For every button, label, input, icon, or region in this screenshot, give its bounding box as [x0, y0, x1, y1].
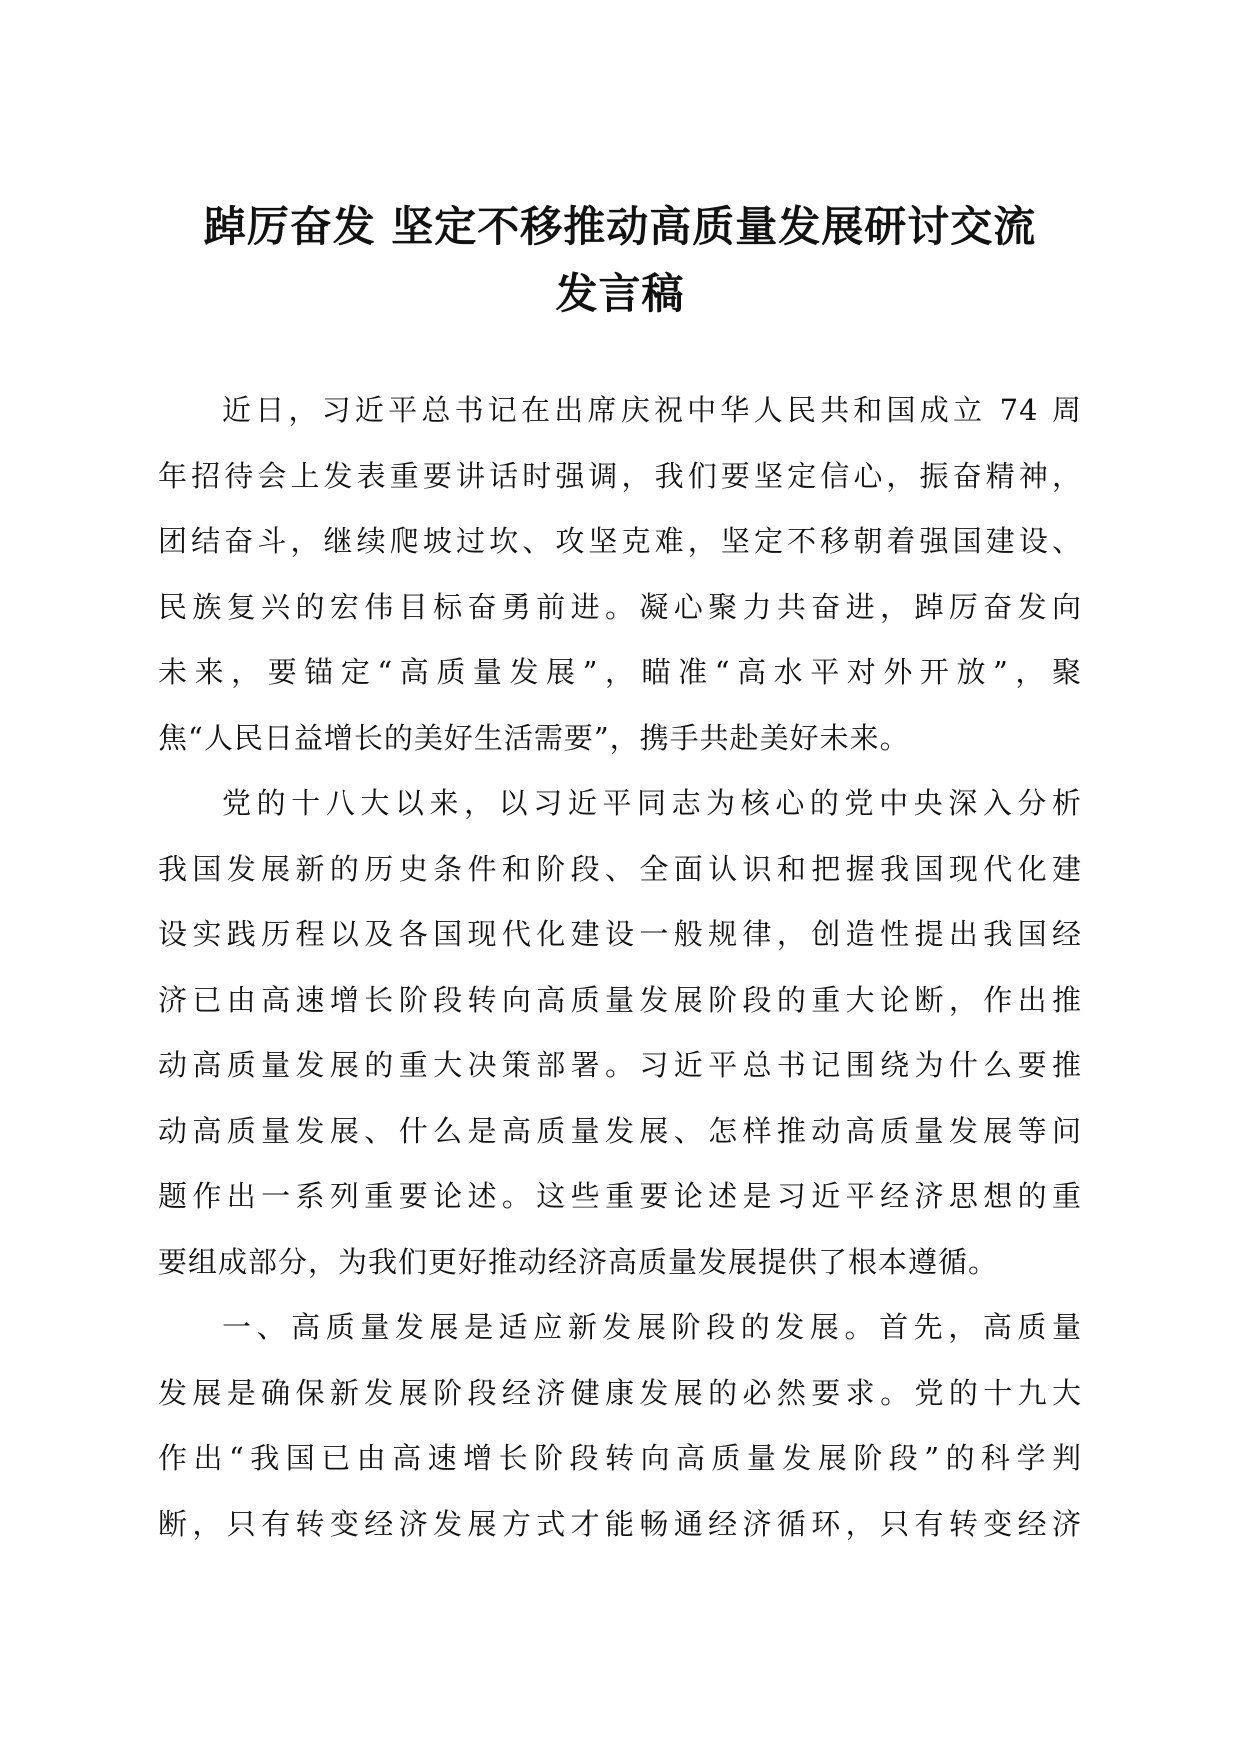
paragraph-line: 发展是确保新发展阶段经济健康发展的必然要求。党的十九大: [158, 1375, 1082, 1410]
paragraph-line: 党的十八大以来，以习近平同志为核心的党中央深入分析: [222, 786, 1082, 820]
paragraph-line: 要组成部分，为我们更好推动经济高质量发展提供了根本遵循。: [158, 1244, 999, 1279]
paragraph-line: 断，只有转变经济发展方式才能畅通经济循环，只有转变经济: [158, 1506, 1082, 1541]
paragraph-line: 作出“我国已由高速增长阶段转向高质量发展阶段”的科学判: [158, 1441, 1082, 1475]
title-line-2: 发言稿: [555, 269, 685, 318]
paragraph-3: [158, 1295, 1082, 1557]
paragraph-line: 年招待会上发表重要讲话时强调，我们要坚定信心，振奋精神，: [158, 458, 1082, 493]
title-line-1: 踔厉奋发 坚定不移推动高质量发展研讨交流: [203, 202, 1037, 251]
paragraph-line: 近日，习近平总书记在出席庆祝中华人民共和国成立 74 周: [222, 393, 1082, 427]
paragraph-line: 一、高质量发展是适应新发展阶段的发展。首先，高质量: [222, 1310, 1082, 1344]
paragraph-line: 题作出一系列重要论述。这些重要论述是习近平经济思想的重: [158, 1179, 1082, 1213]
document-title: [150, 193, 1090, 327]
paragraph-line: 民族复兴的宏伟目标奋勇前进。凝心聚力共奋进，踔厉奋发向: [158, 589, 1082, 624]
document-body: [158, 378, 1082, 1557]
paragraph-2: [158, 771, 1082, 1295]
paragraph-line: 设实践历程以及各国现代化建设一般规律，创造性提出我国经: [158, 917, 1082, 951]
paragraph-line: 团结奋斗，继续爬坡过坎、攻坚克难，坚定不移朝着强国建设、: [158, 524, 1082, 558]
paragraph-1: [158, 378, 1082, 771]
paragraph-line: 我国发展新的历史条件和阶段、全面认识和把握我国现代化建: [158, 851, 1082, 886]
paragraph-line: 未来，要锚定“高质量发展”，瞄准“高水平对外开放”，聚: [158, 655, 1082, 689]
paragraph-line: 动高质量发展的重大决策部署。习近平总书记围绕为什么要推: [158, 1048, 1082, 1082]
paragraph-line: 动高质量发展、什么是高质量发展、怎样推动高质量发展等问: [158, 1113, 1082, 1148]
paragraph-line: 焦“人民日益增长的美好生活需要”，携手共赴美好未来。: [158, 720, 910, 755]
paragraph-line: 济已由高速增长阶段转向高质量发展阶段的重大论断，作出推: [158, 982, 1082, 1017]
